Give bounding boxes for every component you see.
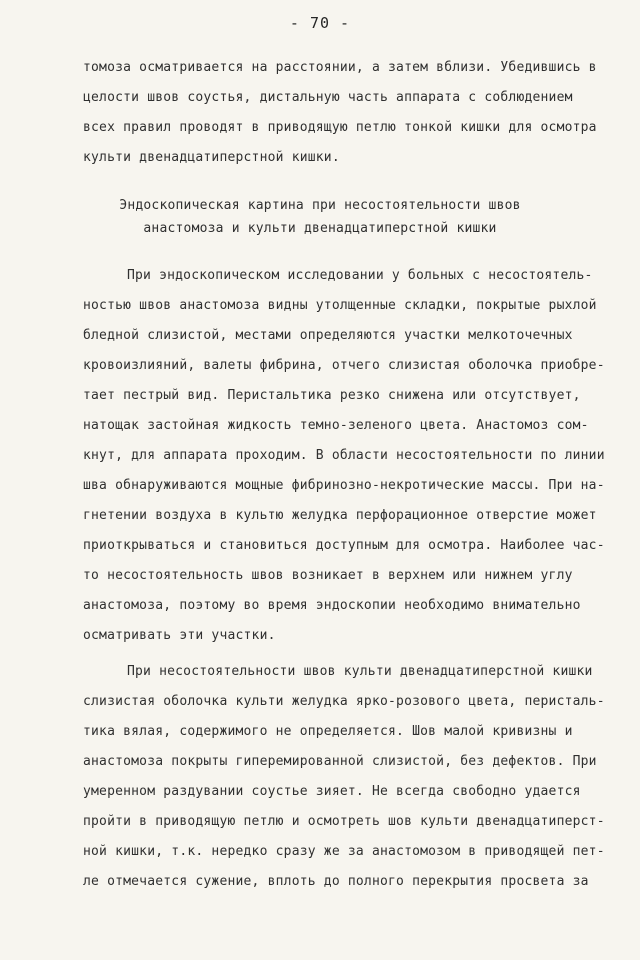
text-line: умеренном раздувании соустье зияет. Не всегда свободно удается	[83, 784, 581, 799]
text-line: При эндоскопическом исследовании у больных с несостоятель-	[127, 268, 593, 283]
text-line: шва обнаруживаются мощные фибринозно-некротические массы. При на-	[83, 478, 605, 493]
text-line: тика вялая, содержимого не определяется. Шов малой кривизны и	[83, 724, 573, 739]
text-line: анастомоза покрыты гиперемированной слизистой, без дефектов. При	[83, 754, 597, 769]
text-line: осматривать эти участки.	[83, 628, 276, 643]
page-number: - 70 -	[289, 14, 351, 32]
text-line: кнут, для аппарата проходим. В области несостоятельности по линии	[83, 448, 605, 463]
text-line: пройти в приводящую петлю и осмотреть шов культи двенадцатиперст-	[83, 814, 605, 829]
text-line: тает пестрый вид. Перистальтика резко снижена или отсутствует,	[83, 388, 581, 403]
text-line: бледной слизистой, местами определяются участки мелкоточечных	[83, 328, 573, 343]
text-line: целости швов соустья, дистальную часть аппарата с соблюдением	[83, 90, 573, 105]
text-line: культи двенадцатиперстной кишки.	[83, 150, 340, 165]
text-line: томоза осматривается на расстоянии, а затем вблизи. Убедившись в	[83, 60, 597, 75]
text-line: анастомоза, поэтому во время эндоскопии необходимо внимательно	[83, 598, 581, 613]
text-line: натощак застойная жидкость темно-зеленого цвета. Анастомоз сом-	[83, 418, 589, 433]
text-line: ностью швов анастомоза видны утолщенные складки, покрытые рыхлой	[83, 298, 597, 313]
text-line: всех правил проводят в приводящую петлю тонкой кишки для осмотра	[83, 120, 597, 135]
heading-line: Эндоскопическая картина при несостоятельности швов	[119, 198, 521, 213]
text-line: гнетении воздуха в культю желудка перфорационное отверстие может	[83, 508, 597, 523]
text-line: ной кишки, т.к. нередко сразу же за анастомозом в приводящей пет-	[83, 844, 605, 859]
text-line: При несостоятельности швов культи двенадцатиперстной кишки	[127, 664, 593, 679]
text-line: то несостоятельность швов возникает в верхнем или нижнем углу	[83, 568, 573, 583]
text-line: слизистая оболочка культи желудка ярко-розового цвета, перисталь-	[83, 694, 605, 709]
text-line: приоткрываться и становиться доступным для осмотра. Наиболее час-	[83, 538, 605, 553]
text-line: кровоизлияний, валеты фибрина, отчего слизистая оболочка приобре-	[83, 358, 605, 373]
heading-line: анастомоза и культи двенадцатиперстной кишки	[143, 221, 497, 236]
text-line: ле отмечается сужение, вплоть до полного перекрытия просвета за	[83, 874, 589, 889]
